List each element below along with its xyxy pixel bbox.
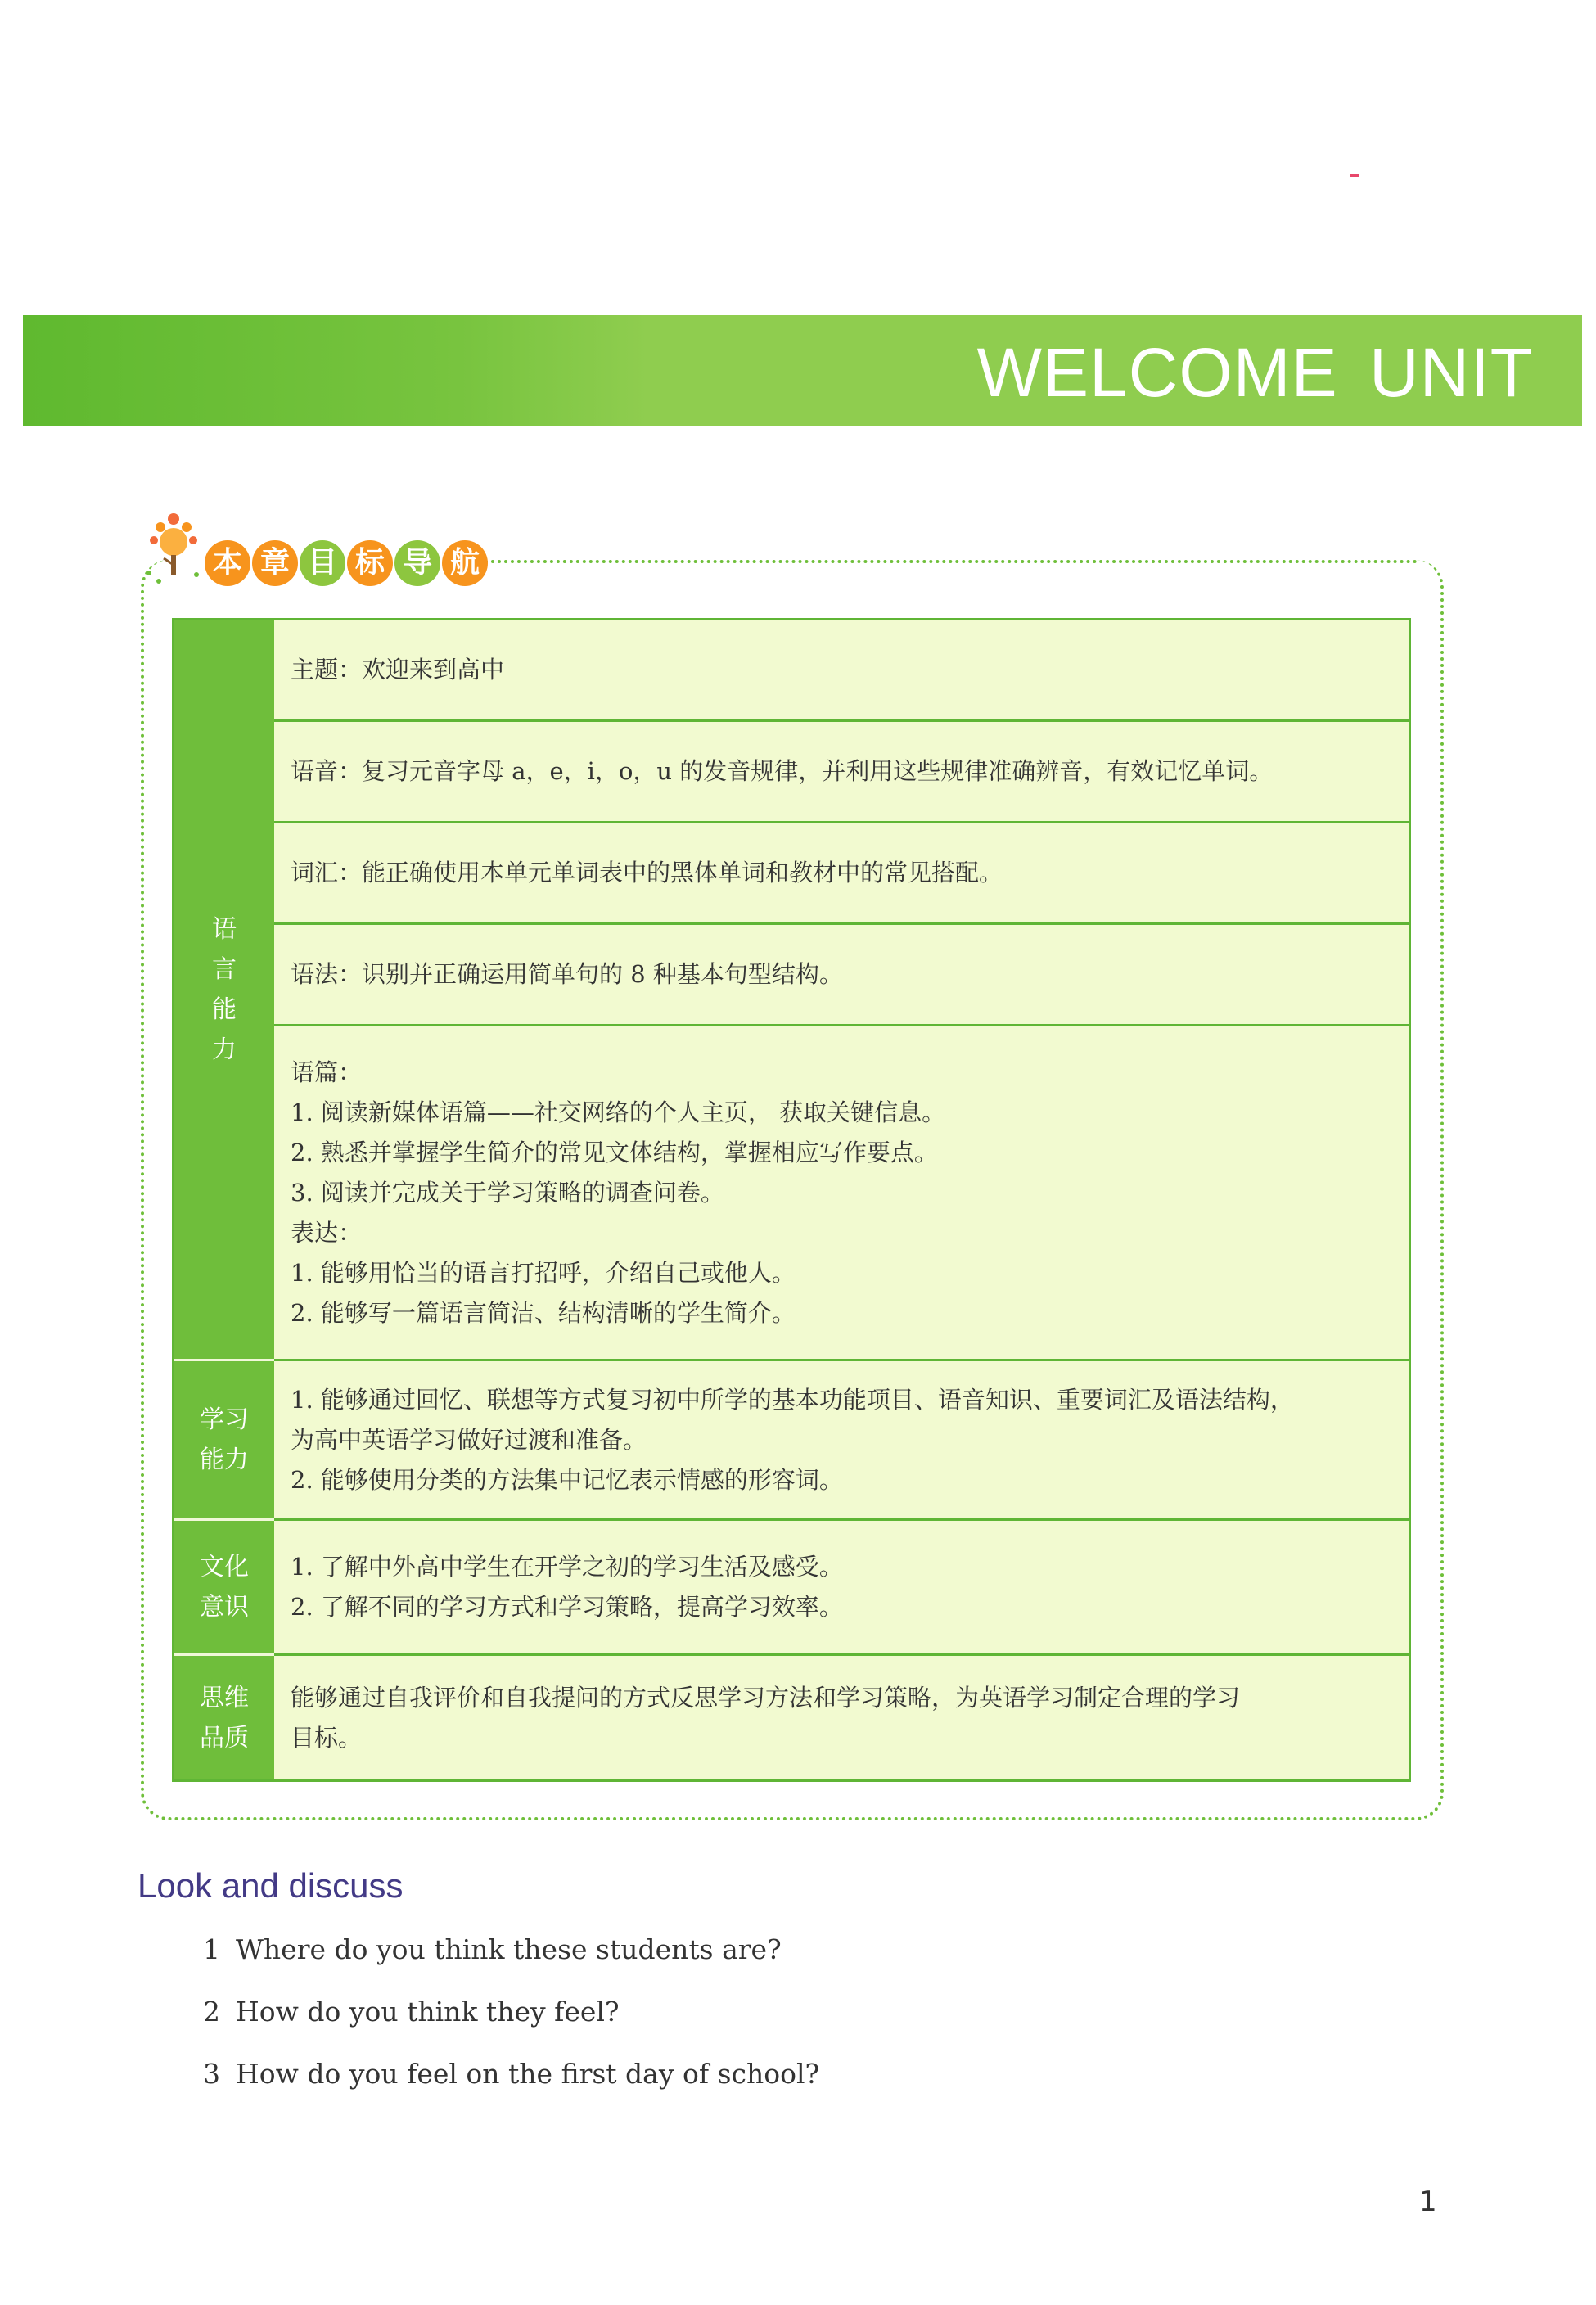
question-text: How do you think they feel? xyxy=(236,1996,620,2028)
row-line: 1. 阅读新媒体语篇——社交网络的个人主页， 获取关键信息。 xyxy=(291,1098,946,1126)
row-line: 表达： xyxy=(291,1218,363,1247)
row-line: 1. 了解中外高中学生在开学之初的学习生活及感受。 xyxy=(291,1553,843,1581)
table-row-grammar xyxy=(274,925,1409,1026)
category-language-ability xyxy=(174,620,274,1361)
table-row-pronunciation xyxy=(274,722,1409,823)
category-line: 能力 xyxy=(200,1446,249,1474)
row-line: 2. 熟悉并掌握学生简介的常见文体结构，掌握相应写作要点。 xyxy=(291,1138,938,1166)
row-line: 2. 能够使用分类的方法集中记忆表示情感的形容词。 xyxy=(291,1465,843,1494)
category-char: 言 xyxy=(212,955,237,984)
table-row-thinking xyxy=(274,1656,1409,1779)
category-char: 力 xyxy=(212,1035,237,1064)
category-char: 语 xyxy=(212,915,237,944)
question-number: 2 xyxy=(203,1996,220,2028)
objectives-table xyxy=(172,618,1411,1782)
row-line: 1. 能够用恰当的语言打招呼，介绍自己或他人。 xyxy=(291,1258,796,1287)
row-line: 3. 阅读并完成关于学习策略的调查问卷。 xyxy=(291,1178,724,1207)
category-line: 学习 xyxy=(200,1405,249,1434)
title-char-bubble: 本 xyxy=(205,540,250,586)
title-char-bubble: 章 xyxy=(252,540,298,586)
row-line: 为高中英语学习做好过渡和准备。 xyxy=(291,1425,647,1454)
row-line: 能够通过自我评价和自我提问的方式反思学习方法和学习策略，为英语学习制定合理的学习 xyxy=(291,1683,1241,1712)
decorative-mark xyxy=(1350,174,1359,177)
title-char-bubble: 标 xyxy=(347,540,393,586)
category-line: 文化 xyxy=(200,1553,249,1581)
category-thinking-quality xyxy=(174,1656,274,1779)
category-line: 品质 xyxy=(200,1723,249,1752)
question-number: 1 xyxy=(203,1933,220,1965)
row-line: 语篇： xyxy=(291,1058,363,1086)
table-row-discourse xyxy=(274,1026,1409,1361)
goal-nav-topline xyxy=(485,560,1418,563)
table-row-vocabulary xyxy=(274,823,1409,925)
row-line: 目标。 xyxy=(291,1723,363,1752)
category-learning-ability xyxy=(174,1361,274,1521)
question-number: 3 xyxy=(203,2058,220,2090)
title-char-bubble: 导 xyxy=(394,540,440,586)
unit-title: WELCOME UNIT xyxy=(976,334,1533,411)
row-line: 主题：欢迎来到高中 xyxy=(291,656,505,683)
category-cultural-awareness xyxy=(174,1521,274,1656)
table-row-learning xyxy=(274,1361,1409,1521)
title-char-bubble: 目 xyxy=(300,540,345,586)
goal-nav-title xyxy=(205,540,489,586)
discussion-question xyxy=(203,1933,782,1965)
tree-icon xyxy=(141,507,206,589)
question-text: How do you feel on the first day of school? xyxy=(236,2058,820,2090)
row-line: 词汇：能正确使用本单元单词表中的黑体单词和教材中的常见搭配。 xyxy=(291,859,1003,886)
discussion-question xyxy=(203,1996,620,2028)
row-line: 语法：识别并正确运用简单句的 8 种基本句型结构。 xyxy=(291,960,843,988)
question-text: Where do you think these students are? xyxy=(236,1933,782,1965)
title-char-bubble: 航 xyxy=(442,540,488,586)
unit-banner xyxy=(23,315,1582,426)
category-line: 意识 xyxy=(200,1593,249,1622)
page-number: 1 xyxy=(1419,2185,1437,2218)
row-line: 2. 了解不同的学习方式和学习策略，提高学习效率。 xyxy=(291,1593,843,1621)
category-char: 能 xyxy=(212,995,237,1024)
look-and-discuss-title: Look and discuss xyxy=(138,1866,404,1905)
row-line: 1. 能够通过回忆、联想等方式复习初中所学的基本功能项目、语音知识、重要词汇及语法结构， xyxy=(291,1385,1294,1414)
row-line: 2. 能够写一篇语言简洁、结构清晰的学生简介。 xyxy=(291,1298,796,1327)
table-row-culture xyxy=(274,1521,1409,1656)
discussion-question xyxy=(203,2058,819,2090)
category-line: 思维 xyxy=(200,1683,249,1712)
row-line: 语音：复习元音字母 a，e，i，o，u 的发音规律，并利用这些规律准确辨音，有效记忆单词。 xyxy=(291,757,1274,785)
table-row-theme xyxy=(274,620,1409,722)
